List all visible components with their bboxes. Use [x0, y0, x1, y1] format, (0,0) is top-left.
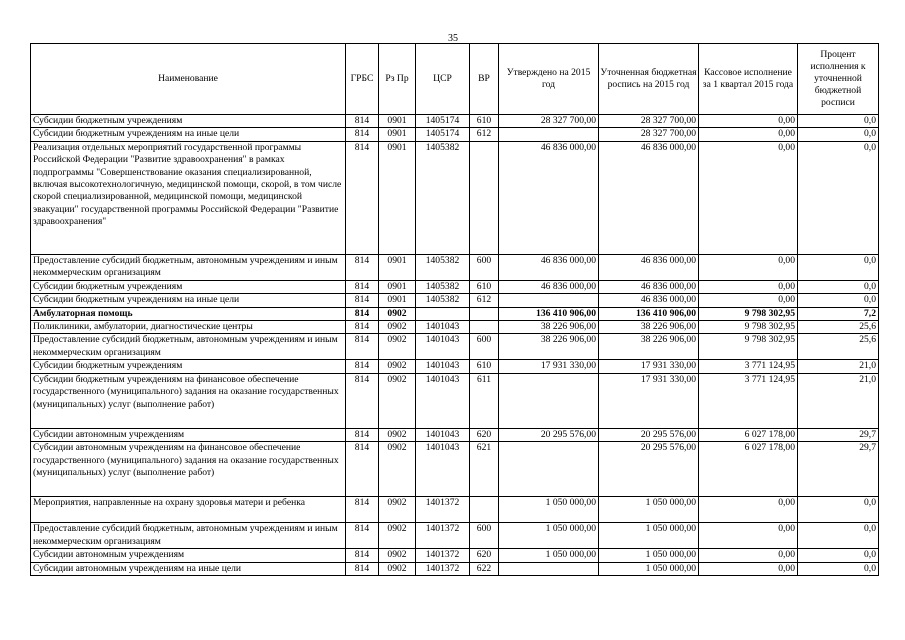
table-cell-percent: 29,7: [798, 428, 879, 441]
table-cell-cash: 0,00: [699, 497, 798, 523]
table-cell-name: Поликлиники, амбулатории, диагностические центры: [31, 321, 346, 334]
table-cell-cash: 6 027 178,00: [699, 442, 798, 497]
table-row: [31, 307, 879, 320]
table-cell-refined: 1 050 000,00: [599, 523, 699, 549]
table-cell-cash: 0,00: [699, 294, 798, 307]
table-cell-rzpr: 0902: [379, 307, 416, 320]
header-csr: ЦСР: [416, 44, 470, 115]
table-cell-refined: 46 836 000,00: [599, 294, 699, 307]
table-cell-percent: 0,0: [798, 115, 879, 128]
table-cell-name: Субсидии бюджетным учреждениям: [31, 280, 346, 293]
table-cell-grbs: 814: [346, 562, 379, 575]
table-cell-vr: 621: [470, 442, 499, 497]
table-cell-vr: 612: [470, 294, 499, 307]
table-cell-percent: 0,0: [798, 562, 879, 575]
table-cell-percent: 21,0: [798, 360, 879, 373]
table-cell-grbs: 814: [346, 428, 379, 441]
table-cell-cash: 0,00: [699, 562, 798, 575]
table-cell-cash: 0,00: [699, 128, 798, 141]
table-cell-refined: 17 931 330,00: [599, 360, 699, 373]
table-cell-csr: 1401043: [416, 334, 470, 360]
table-cell-rzpr: 0901: [379, 280, 416, 293]
table-cell-cash: 3 771 124,95: [699, 373, 798, 428]
table-cell-grbs: 814: [346, 280, 379, 293]
table-cell-rzpr: 0902: [379, 497, 416, 523]
table-cell-cash: 0,00: [699, 280, 798, 293]
table-cell-grbs: 814: [346, 360, 379, 373]
table-cell-csr: 1405382: [416, 294, 470, 307]
table-cell-percent: 21,0: [798, 373, 879, 428]
table-cell-grbs: 814: [346, 334, 379, 360]
table-cell-csr: 1401372: [416, 523, 470, 549]
header-cash: Кассовое исполнение за 1 квартал 2015 года: [699, 44, 798, 115]
table-cell-percent: 0,0: [798, 128, 879, 141]
table-cell-rzpr: 0901: [379, 115, 416, 128]
table-cell-name: Субсидии автономным учреждениям на финансовое обеспечение государственного (муниципального) задания на оказание государственных (муниципальных) услуг (выполнение работ): [31, 442, 346, 497]
header-percent: Процент исполнения к уточненной бюджетной росписи: [798, 44, 879, 115]
table-cell-name: Реализация отдельных мероприятий государственной программы Российской Федерации "Развитие здравоохранения" в рамках подпрограммы "Совершенствование оказания специализированной, включая высокотехнологичную, медицинской помощи, скорой, в том числе скорой специализированной, медицинской помощи, медицинской эвакуации" государственной программы Российской Федерации "Развитие здравоохранения": [31, 141, 346, 254]
table-cell-refined: 1 050 000,00: [599, 562, 699, 575]
table-cell-csr: 1405174: [416, 128, 470, 141]
table-cell-csr: 1401372: [416, 497, 470, 523]
table-cell-percent: 0,0: [798, 497, 879, 523]
table-body: [31, 115, 879, 576]
table-cell-rzpr: 0902: [379, 523, 416, 549]
table-cell-cash: 0,00: [699, 523, 798, 549]
table-cell-grbs: 814: [346, 141, 379, 254]
table-cell-cash: 0,00: [699, 115, 798, 128]
table-cell-grbs: 814: [346, 307, 379, 320]
table-cell-rzpr: 0902: [379, 549, 416, 562]
table-cell-rzpr: 0902: [379, 562, 416, 575]
table-cell-name: Субсидии бюджетным учреждениям: [31, 115, 346, 128]
table-cell-rzpr: 0902: [379, 442, 416, 497]
table-row: [31, 280, 879, 293]
table-cell-vr: 610: [470, 115, 499, 128]
table-cell-grbs: 814: [346, 294, 379, 307]
table-cell-name: Амбулаторная помощь: [31, 307, 346, 320]
table-cell-percent: 25,6: [798, 334, 879, 360]
table-row: [31, 549, 879, 562]
table-row: [31, 115, 879, 128]
table-cell-approved: [499, 373, 599, 428]
table-cell-refined: 17 931 330,00: [599, 373, 699, 428]
table-cell-grbs: 814: [346, 321, 379, 334]
table-cell-grbs: 814: [346, 497, 379, 523]
table-cell-vr: 611: [470, 373, 499, 428]
table-cell-approved: 46 836 000,00: [499, 254, 599, 280]
table-row: [31, 128, 879, 141]
table-cell-vr: 600: [470, 254, 499, 280]
table-cell-vr: [470, 141, 499, 254]
table-row: [31, 373, 879, 428]
table-cell-rzpr: 0902: [379, 373, 416, 428]
table-cell-csr: 1401043: [416, 428, 470, 441]
table-cell-vr: 620: [470, 428, 499, 441]
table-cell-rzpr: 0902: [379, 428, 416, 441]
table-cell-refined: 46 836 000,00: [599, 254, 699, 280]
table-cell-csr: 1405382: [416, 254, 470, 280]
table-cell-rzpr: 0902: [379, 360, 416, 373]
table-cell-refined: 38 226 906,00: [599, 334, 699, 360]
table-cell-approved: [499, 562, 599, 575]
table-cell-percent: 0,0: [798, 254, 879, 280]
table-cell-vr: [470, 321, 499, 334]
table-row: [31, 523, 879, 549]
table-cell-cash: 9 798 302,95: [699, 334, 798, 360]
table-row: [31, 254, 879, 280]
table-cell-percent: 29,7: [798, 442, 879, 497]
table-row: [31, 497, 879, 523]
table-cell-approved: [499, 442, 599, 497]
table-cell-rzpr: 0901: [379, 254, 416, 280]
table-cell-refined: 1 050 000,00: [599, 549, 699, 562]
table-cell-cash: 9 798 302,95: [699, 321, 798, 334]
table-cell-refined: 1 050 000,00: [599, 497, 699, 523]
header-refined: Уточненная бюджетная роспись на 2015 год: [599, 44, 699, 115]
table-cell-refined: 28 327 700,00: [599, 128, 699, 141]
table-cell-grbs: 814: [346, 442, 379, 497]
header-rzpr: Рз Пр: [379, 44, 416, 115]
table-row: [31, 334, 879, 360]
table-cell-grbs: 814: [346, 115, 379, 128]
table-cell-rzpr: 0901: [379, 128, 416, 141]
table-cell-approved: 38 226 906,00: [499, 321, 599, 334]
table-row: [31, 360, 879, 373]
table-cell-vr: 600: [470, 334, 499, 360]
header-approved: Утверждено на 2015 год: [499, 44, 599, 115]
table-cell-csr: 1401043: [416, 373, 470, 428]
table-cell-approved: 1 050 000,00: [499, 497, 599, 523]
table-cell-refined: 136 410 906,00: [599, 307, 699, 320]
page-number: 35: [448, 33, 458, 44]
table-cell-grbs: 814: [346, 523, 379, 549]
table-cell-percent: 0,0: [798, 280, 879, 293]
table-cell-refined: 46 836 000,00: [599, 141, 699, 254]
table-cell-refined: 20 295 576,00: [599, 442, 699, 497]
table-cell-vr: [470, 497, 499, 523]
table-cell-name: Субсидии бюджетным учреждениям: [31, 360, 346, 373]
table-cell-approved: 28 327 700,00: [499, 115, 599, 128]
table-cell-grbs: 814: [346, 254, 379, 280]
table-cell-rzpr: 0902: [379, 334, 416, 360]
table-cell-cash: 0,00: [699, 141, 798, 254]
table-cell-rzpr: 0902: [379, 321, 416, 334]
header-vr: ВР: [470, 44, 499, 115]
table-cell-refined: 38 226 906,00: [599, 321, 699, 334]
table-cell-name: Мероприятия, направленные на охрану здоровья матери и ребенка: [31, 497, 346, 523]
table-cell-csr: 1401043: [416, 360, 470, 373]
header-grbs: ГРБС: [346, 44, 379, 115]
table-row: [31, 321, 879, 334]
table-cell-refined: 20 295 576,00: [599, 428, 699, 441]
table-cell-name: Субсидии автономным учреждениям: [31, 549, 346, 562]
table-cell-refined: 28 327 700,00: [599, 115, 699, 128]
table-cell-approved: 46 836 000,00: [499, 280, 599, 293]
table-cell-approved: 1 050 000,00: [499, 523, 599, 549]
table-cell-grbs: 814: [346, 549, 379, 562]
table-cell-cash: 0,00: [699, 254, 798, 280]
table-row: [31, 428, 879, 441]
table-cell-csr: 1401043: [416, 442, 470, 497]
table-cell-percent: 7,2: [798, 307, 879, 320]
table-cell-approved: 1 050 000,00: [499, 549, 599, 562]
table-row: [31, 141, 879, 254]
table-cell-vr: 622: [470, 562, 499, 575]
table-cell-approved: 38 226 906,00: [499, 334, 599, 360]
table-cell-vr: [470, 307, 499, 320]
table-cell-cash: 9 798 302,95: [699, 307, 798, 320]
table-cell-csr: [416, 307, 470, 320]
table-cell-csr: 1405382: [416, 141, 470, 254]
table-cell-approved: 17 931 330,00: [499, 360, 599, 373]
table-cell-percent: 0,0: [798, 141, 879, 254]
table-cell-approved: [499, 294, 599, 307]
table-cell-csr: 1405382: [416, 280, 470, 293]
table-row: [31, 294, 879, 307]
table-cell-vr: 620: [470, 549, 499, 562]
table-cell-name: Предоставление субсидий бюджетным, автономным учреждениям и иным некоммерческим организациям: [31, 254, 346, 280]
table-cell-vr: 610: [470, 280, 499, 293]
table-cell-refined: 46 836 000,00: [599, 280, 699, 293]
table-cell-rzpr: 0901: [379, 294, 416, 307]
table-row: [31, 442, 879, 497]
table-cell-approved: [499, 128, 599, 141]
table-cell-csr: 1405174: [416, 115, 470, 128]
budget-table: [30, 43, 879, 576]
table-cell-grbs: 814: [346, 128, 379, 141]
table-cell-percent: 0,0: [798, 523, 879, 549]
table-cell-grbs: 814: [346, 373, 379, 428]
table-cell-approved: 20 295 576,00: [499, 428, 599, 441]
table-cell-percent: 0,0: [798, 294, 879, 307]
header-row: [31, 44, 879, 115]
table-cell-name: Субсидии бюджетным учреждениям на финансовое обеспечение государственного (муниципального) задания на оказание государственных (муниципальных) услуг (выполнение работ): [31, 373, 346, 428]
table-cell-name: Предоставление субсидий бюджетным, автономным учреждениям и иным некоммерческим организациям: [31, 334, 346, 360]
table-cell-vr: 612: [470, 128, 499, 141]
table-cell-name: Субсидии автономным учреждениям: [31, 428, 346, 441]
table-row: [31, 562, 879, 575]
table-cell-approved: 136 410 906,00: [499, 307, 599, 320]
table-cell-csr: 1401043: [416, 321, 470, 334]
table-cell-vr: 600: [470, 523, 499, 549]
table-cell-name: Субсидии бюджетным учреждениям на иные цели: [31, 128, 346, 141]
table-cell-cash: 0,00: [699, 549, 798, 562]
table-cell-percent: 25,6: [798, 321, 879, 334]
table-cell-name: Предоставление субсидий бюджетным, автономным учреждениям и иным некоммерческим организациям: [31, 523, 346, 549]
header-name: Наименование: [31, 44, 346, 115]
table-cell-cash: 3 771 124,95: [699, 360, 798, 373]
table-cell-csr: 1401372: [416, 549, 470, 562]
table-cell-cash: 6 027 178,00: [699, 428, 798, 441]
table-cell-name: Субсидии автономным учреждениям на иные цели: [31, 562, 346, 575]
table-cell-name: Субсидии бюджетным учреждениям на иные цели: [31, 294, 346, 307]
table-cell-csr: 1401372: [416, 562, 470, 575]
table-cell-rzpr: 0901: [379, 141, 416, 254]
table-cell-percent: 0,0: [798, 549, 879, 562]
table-cell-vr: 610: [470, 360, 499, 373]
table-cell-approved: 46 836 000,00: [499, 141, 599, 254]
